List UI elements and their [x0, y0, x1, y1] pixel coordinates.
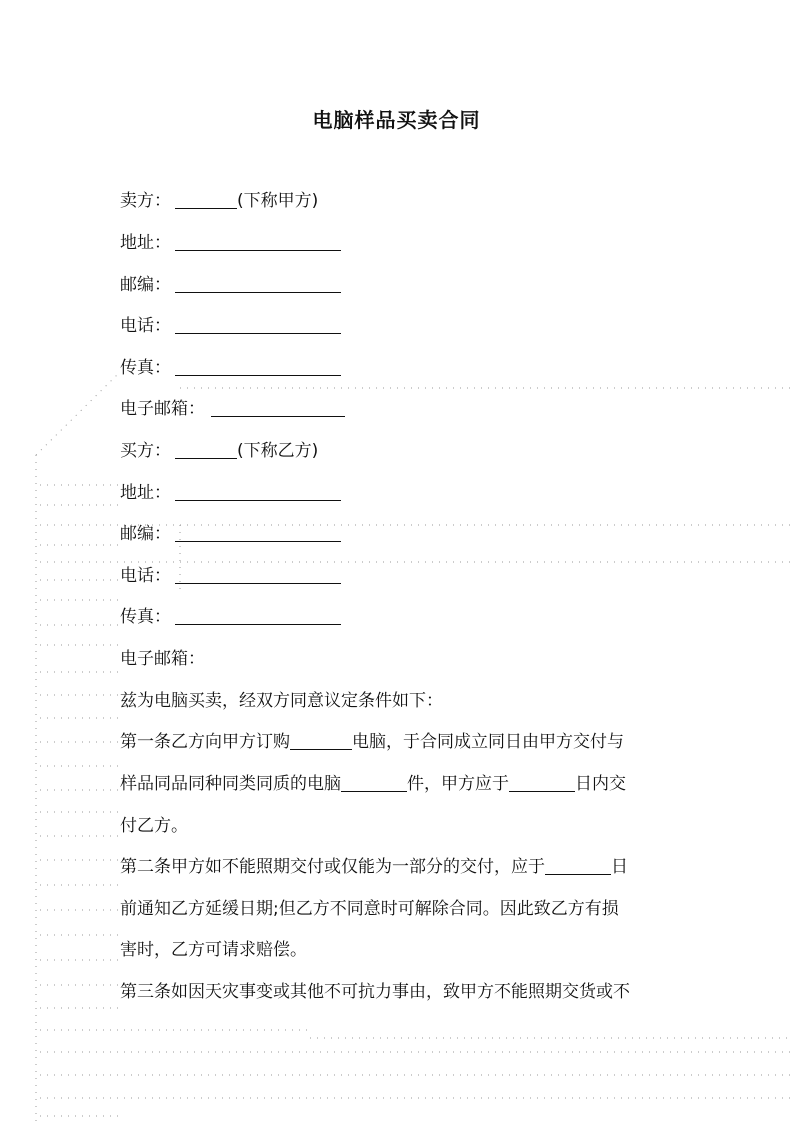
buyer-line [120, 439, 318, 463]
article-3-line-1: 第三条如因天灾事变或其他不可抗力事由，致甲方不能照期交货或不 [120, 982, 630, 1002]
buyer-zip-line [120, 522, 341, 546]
article-1-text-d: 件，甲方应于 [407, 774, 509, 794]
buyer-address-label: 地址： [120, 483, 171, 503]
buyer-phone-label: 电话： [120, 566, 171, 586]
seller-zip-blank [175, 274, 341, 293]
article-1-count-blank [341, 773, 407, 792]
article-1-days-blank [509, 773, 575, 792]
article-1-line-1 [120, 730, 624, 754]
seller-zip-line [120, 273, 341, 297]
article-2-text-a: 第二条甲方如不能照期交付或仅能为一部分的交付，应于 [120, 857, 545, 877]
seller-fax-blank [175, 357, 341, 376]
buyer-fax-line [120, 605, 341, 629]
seller-note: (下称甲方) [237, 191, 319, 211]
buyer-zip-blank [175, 523, 341, 542]
buyer-phone-blank [175, 565, 341, 584]
buyer-email-line [120, 647, 205, 671]
seller-address-label: 地址： [120, 233, 171, 253]
seller-address-blank [175, 232, 341, 251]
seller-line [120, 189, 318, 213]
document-title: 电脑样品买卖合同 [312, 108, 481, 132]
seller-address-line [120, 231, 341, 255]
article-1-line-2 [120, 772, 626, 796]
article-2-days-blank [545, 856, 611, 875]
seller-email-label: 电子邮箱： [120, 399, 205, 419]
buyer-note: (下称乙方) [237, 441, 319, 461]
seller-email-line [120, 397, 345, 421]
article-2-line-2: 前通知乙方延缓日期;但乙方不同意时可解除合同。因此致乙方有损 [120, 899, 619, 919]
article-1-text-c: 样品同品同种同类同质的电脑 [120, 774, 341, 794]
article-1-line-3: 付乙方。 [120, 816, 188, 836]
article-1-text-a: 第一条乙方向甲方订购 [120, 732, 290, 752]
article-1-qty-blank [290, 731, 352, 750]
seller-fax-label: 传真： [120, 358, 171, 378]
seller-phone-line [120, 314, 341, 338]
article-1-text-e: 日内交 [575, 774, 626, 794]
seller-fax-line [120, 356, 341, 380]
article-2-line-1 [120, 855, 628, 879]
buyer-email-label: 电子邮箱： [120, 649, 205, 669]
buyer-phone-line [120, 564, 341, 588]
article-2-text-b: 日 [611, 857, 628, 877]
buyer-address-line [120, 481, 341, 505]
seller-phone-label: 电话： [120, 316, 171, 336]
seller-zip-label: 邮编： [120, 275, 171, 295]
seller-email-blank [211, 398, 345, 417]
article-1-text-b: 电脑，于合同成立同日由甲方交付与 [352, 732, 624, 752]
intro-text: 兹为电脑买卖，经双方同意议定条件如下： [120, 691, 443, 711]
buyer-address-blank [175, 482, 341, 501]
buyer-zip-label: 邮编： [120, 524, 171, 544]
buyer-label: 买方： [120, 441, 171, 461]
buyer-fax-label: 传真： [120, 607, 171, 627]
seller-phone-blank [175, 315, 341, 334]
buyer-name-blank [175, 440, 237, 459]
seller-label: 卖方： [120, 191, 171, 211]
buyer-fax-blank [175, 606, 341, 625]
article-2-line-3: 害时，乙方可请求赔偿。 [120, 940, 307, 960]
seller-name-blank [175, 190, 237, 209]
